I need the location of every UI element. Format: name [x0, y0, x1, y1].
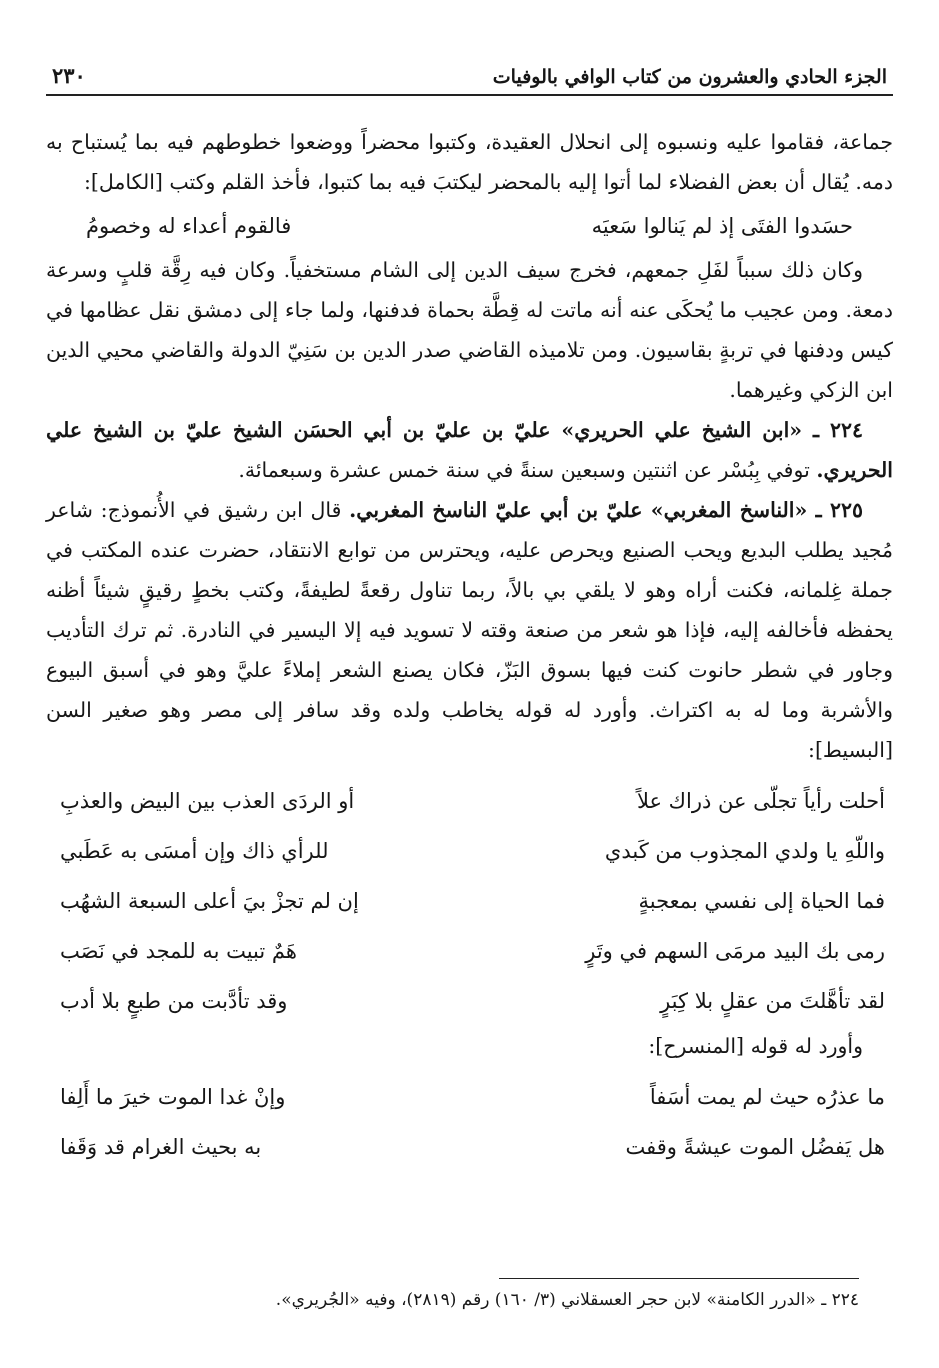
entry-225-heading: ٢٢٥ ـ «الناسخ المغربي» عليّ بن أبي عليّ الناسخ المغربي. — [349, 498, 863, 522]
entry-225 — [46, 490, 893, 770]
poem-left-hemistich: للرأي ذاك وإن أمسَى به عَطَبي — [60, 839, 329, 863]
poem-right-hemistich: واللّهِ يا ولدي المجذوب من كَبدي — [604, 839, 885, 863]
entry-224-heading: ٢٢٤ ـ «ابن الشيخ علي الحريري» عليّ بن عليّ بن أبي الحسَن الشيخ عليّ بن الشيخ علي الحريري. — [46, 418, 893, 482]
page-number: ٢٣٠ — [52, 63, 86, 88]
footnote: ٢٢٤ ـ «الدرر الكامنة» لابن حجر العسقلاني (٣/ ١٦٠) رقم (٢٨١٩)، وفيه «الجُريري». — [275, 1290, 859, 1310]
verse-left-hemistich: فالقوم أعداء له وخصومُ — [86, 214, 292, 238]
poem-munsarih — [46, 1072, 893, 1172]
poem-right-hemistich: ما عذرُه حيث لم يمت أسَفاً — [649, 1085, 885, 1109]
poem-left-hemistich: وإنْ غدا الموت خيرَ ما أَلِفا — [60, 1085, 286, 1109]
poem-right-hemistich: رمى بك البيد مرمَى السهم في وتَرٍ — [585, 939, 885, 963]
poem-left-hemistich: وقد تأدَّبت من طبعٍ بلا أدب — [60, 989, 288, 1013]
poem-right-hemistich: لقد تأهَّلتَ من عقلٍ بلا كِبَرٍ — [660, 989, 885, 1013]
poem-left-hemistich: به بحيث الغرام قد وَقَفا — [60, 1135, 262, 1159]
poem-right-hemistich: أحلت رأياً تجلّى عن ذراك علاً — [636, 789, 885, 813]
entry-224-text: توفي بِبُسْر عن اثنتين وسبعين سنةً في سنة خمس عشرة وسبعمائة. — [238, 458, 810, 482]
poem-left-hemistich: إن لم تجزْ بيَ أعلى السبعة الشهُب — [60, 889, 359, 913]
paragraph-intro: جماعة، فقاموا عليه ونسبوه إلى انحلال العقيدة، وكتبوا محضراً ووضعوا خطوطهم فيه بما يُستباح به دمه. يُقال أن بعض الفضلاء لما أتوا إليه بالمحضر ليكتبَ فيه بما كتبوا، فأخذ القلم وكتب [الكامل]: — [46, 130, 893, 194]
header-title: الجزء الحادي والعشرون من كتاب الوافي بالوفيات — [492, 66, 887, 88]
poem-munsarih-intro: وأورد له قوله [المنسرح]: — [648, 1034, 863, 1058]
verse-kamil — [46, 202, 893, 250]
poem-left-hemistich: هَمٌ تبيت به للمجد في نَصَب — [60, 939, 297, 963]
poem-right-hemistich: هل يَفضُل الموت عيشةً وقفت — [625, 1135, 885, 1159]
poem-right-hemistich: فما الحياة إلى نفسي بمعجبةٍ — [638, 889, 885, 913]
entry-224 — [46, 410, 893, 490]
entry-225-text: قال ابن رشيق في الأُنموذج: شاعر مُجيد يطلب البديع ويحب الصنيع ويحرص عليه، ويحترس من توابع الانتقاد، حضرت عنده المكتب في جملة غِلمانه، فكنت أراه وهو لا يلقي بي بالاً، ربما تناول رقعةً لطيفةً، وكتب بخطٍ رقيقٍ شيئاً أظنه يحفظه فأخالفه إليه، فإذا هو شعر من صنعة وقته لا تسويد فيه إلا اليسير في النادرة. ثم ترك التأديب وجاور في شطر حانوت كنت فيها بسوق البَزّ، فكان يصنع الشعر إملاءً عليَّ وهو في أسبق البيوع والأشربة وما له به اكتراث. وأورد له قوله يخاطب ولده وقد سافر إلى مصر وهو صغير السن [البسيط]: — [46, 498, 893, 762]
poem-line — [46, 776, 893, 826]
poem-line — [46, 876, 893, 926]
poem-left-hemistich: أو الردَى العذب بين البيض والعذبِ — [60, 789, 355, 813]
poem-line — [46, 976, 893, 1026]
poem-line — [46, 926, 893, 976]
footnote-divider — [499, 1278, 859, 1279]
running-header — [46, 48, 893, 96]
poem-line — [46, 1122, 893, 1172]
poem-line — [46, 1072, 893, 1122]
paragraph-biography: وكان ذلك سبباً لفَلِ جمعهم، فخرج سيف الدين إلى الشام مستخفياً. وكان فيه رِقَّة قلبٍ وسرعة دمعة. ومن عجيب ما يُحكَى عنه أنه ماتت له قِطَّة بحماة فدفنها، ولما جاء إلى دمشق نقل عظامها في كيس ودفنها في تربةٍ بقاسيون. ومن تلاميذه القاضي صدر الدين بن سَنِيّ الدولة والقاضي محيي الدين ابن الزكي وغيرهما. — [46, 258, 893, 402]
poem-basit — [46, 776, 893, 1026]
page-body — [46, 122, 893, 1172]
poem-line — [46, 826, 893, 876]
verse-right-hemistich: حسَدوا الفتَى إذ لم يَنالوا سَعيَه — [591, 214, 853, 238]
